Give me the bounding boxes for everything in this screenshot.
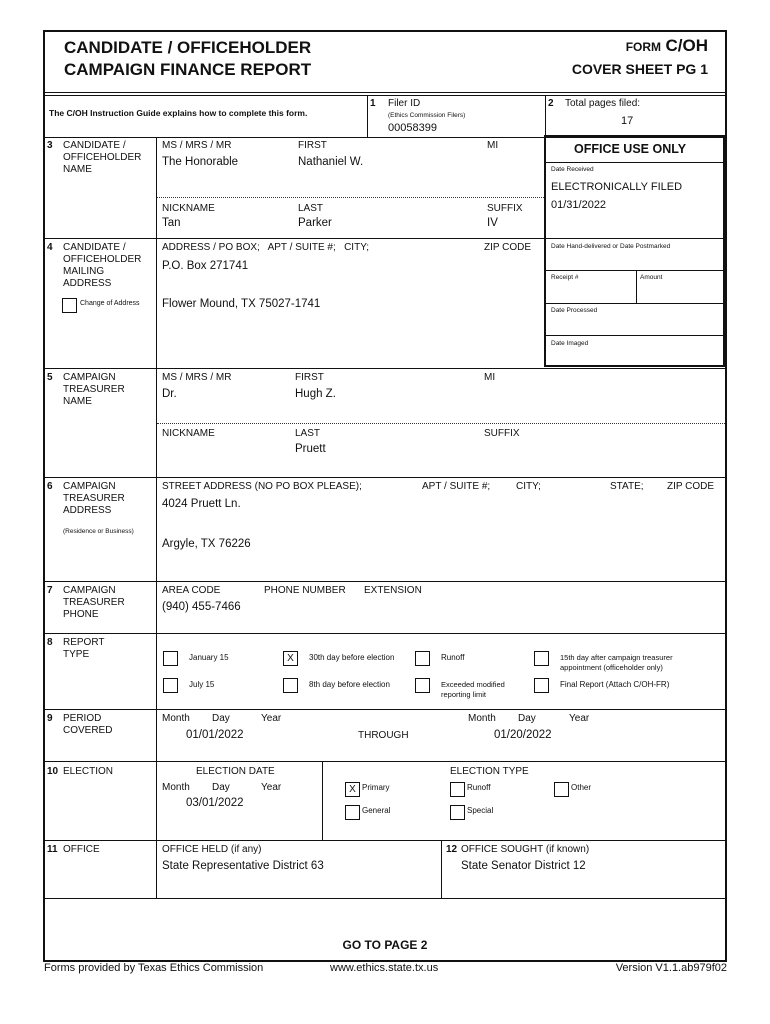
s10-day-label: Day [212, 782, 230, 793]
election-special-label: Special [467, 806, 494, 815]
border-top [43, 30, 727, 32]
row-line-761 [43, 761, 727, 762]
form-code: C/OH [665, 36, 708, 55]
row-line-238 [43, 238, 545, 239]
s10-month-label: Month [162, 782, 190, 793]
s4-zip-label: ZIP CODE [484, 242, 532, 253]
s9-month2-label: Month [468, 713, 496, 724]
date-received-label: Date Received [551, 166, 594, 173]
report-july15-label: July 15 [189, 680, 215, 689]
row-line-898 [43, 898, 727, 899]
s10-title: ELECTION [63, 766, 114, 777]
s6-zip-label: ZIP CODE [667, 481, 715, 492]
s5-first-label: FIRST [295, 372, 324, 383]
mailing-address-line2[interactable]: Flower Mound, TX 75027-1741 [162, 298, 321, 310]
form-prefix: FORM [625, 40, 662, 54]
s5-title: CAMPAIGN TREASURER NAME [63, 372, 125, 407]
treasurer-city-field[interactable]: Argyle, TX 76226 [162, 538, 251, 550]
s8-num: 8 [47, 637, 53, 648]
s6-city-label: CITY; [516, 481, 541, 492]
treasurer-last-field[interactable]: Pruett [295, 443, 326, 455]
filer-id-value[interactable]: 00058399 [388, 122, 437, 134]
s4-address-label: ADDRESS / PO BOX; APT / SUITE #; CITY; [162, 242, 369, 253]
s3-title: CANDIDATE / OFFICEHOLDER NAME [63, 140, 142, 175]
ou-line-4 [546, 303, 725, 304]
treasurer-phone-field[interactable]: (940) 455-7466 [162, 601, 241, 613]
candidate-first-field[interactable]: Nathaniel W. [298, 156, 364, 168]
report-final-checkbox[interactable] [534, 678, 549, 693]
header-rule-2 [43, 95, 727, 96]
pages-label: Total pages filed: [565, 98, 641, 109]
s9-through-label: THROUGH [358, 730, 409, 741]
filer-num: 1 [370, 98, 376, 109]
pages-num: 2 [548, 98, 554, 109]
election-general-checkbox[interactable] [345, 805, 360, 820]
label-col-divider [156, 137, 157, 899]
total-pages-value[interactable]: 17 [621, 115, 634, 127]
filer-label: Filer ID [388, 98, 421, 109]
report-exceeded-label: Exceeded modified reporting limit [441, 680, 505, 699]
s5-last-label: LAST [295, 428, 321, 439]
period-from-field[interactable]: 01/01/2022 [186, 729, 244, 741]
candidate-suffix-field[interactable]: IV [487, 217, 498, 229]
s5-suffix-label: SUFFIX [484, 428, 520, 439]
s9-month-label: Month [162, 713, 190, 724]
s10-num: 10 [47, 766, 59, 777]
amount-label: Amount [640, 274, 663, 281]
filer-sublabel: (Ethics Commission Filers) [388, 112, 466, 119]
s6-note: (Residence or Business) [63, 528, 134, 535]
report-8day-label: 8th day before election [309, 680, 390, 689]
cover-sheet-label: COVER SHEET PG 1 [571, 61, 708, 77]
s3-dotted [157, 197, 544, 198]
receipt-label: Receipt # [551, 274, 579, 281]
pages-divider [545, 95, 546, 137]
s9-num: 9 [47, 713, 53, 724]
s12-sought-label: OFFICE SOUGHT (if known) [461, 844, 590, 855]
s3-nickname-label: NICKNAME [162, 203, 215, 214]
election-other-label: Other [571, 783, 592, 792]
s6-title: CAMPAIGN TREASURER ADDRESS [63, 481, 125, 516]
title-line2: CAMPAIGN FINANCE REPORT [64, 60, 312, 79]
election-general-label: General [362, 806, 391, 815]
instruction-text: The C/OH Instruction Guide explains how to complete this form. [49, 108, 308, 118]
s7-title: CAMPAIGN TREASURER PHONE [63, 585, 125, 620]
form-label [626, 36, 708, 56]
treasurer-street-field[interactable]: 4024 Pruett Ln. [162, 498, 241, 510]
report-15day-checkbox[interactable] [534, 651, 549, 666]
report-runoff-label: Runoff [441, 653, 465, 662]
office-sought-field[interactable]: State Senator District 12 [461, 860, 586, 872]
row-line-581 [43, 581, 727, 582]
report-july15-checkbox[interactable] [163, 678, 178, 693]
border-left [43, 30, 45, 962]
footer-provided: Forms provided by Texas Ethics Commission [44, 962, 264, 974]
office-use-title: OFFICE USE ONLY [574, 142, 687, 156]
imaged-label: Date Imaged [551, 340, 589, 347]
treasurer-first-field[interactable]: Hugh Z. [295, 388, 336, 400]
ou-line-1 [546, 162, 725, 163]
s11-title: OFFICE [63, 844, 100, 855]
s7-ext-label: EXTENSION [364, 585, 422, 596]
period-to-field[interactable]: 01/20/2022 [494, 729, 552, 741]
s10-divider [322, 761, 323, 841]
s4-num: 4 [47, 242, 53, 253]
row-line-633 [43, 633, 727, 634]
s5-prefix-label: MS / MRS / MR [162, 372, 232, 383]
election-primary-label: Primary [362, 783, 390, 792]
row-line-368 [43, 368, 727, 369]
title-line1: CANDIDATE / OFFICEHOLDER [64, 38, 312, 57]
s6-state-label: STATE; [610, 481, 644, 492]
s9-year-label: Year [261, 713, 282, 724]
s5-mi-label: MI [484, 372, 496, 383]
header-rule-1 [43, 92, 727, 93]
report-8day-checkbox[interactable] [283, 678, 298, 693]
row-line-477 [43, 477, 727, 478]
report-runoff-checkbox[interactable] [415, 651, 430, 666]
s5-nickname-label: NICKNAME [162, 428, 215, 439]
hand-delivered-label: Date Hand-delivered or Date Postmarked [551, 243, 671, 250]
filing-date: 01/31/2022 [551, 199, 607, 211]
candidate-nickname-field[interactable]: Tan [162, 217, 181, 229]
s3-first-label: FIRST [298, 140, 327, 151]
s5-num: 5 [47, 372, 53, 383]
s10-date-label: ELECTION DATE [196, 766, 275, 777]
s9-title: PERIOD COVERED [63, 713, 113, 736]
change-of-address-checkbox[interactable] [62, 298, 77, 313]
report-30day-checkbox[interactable]: X [283, 651, 298, 666]
election-special-checkbox[interactable] [450, 805, 465, 820]
processed-label: Date Processed [551, 307, 598, 314]
ou-receipt-divider [636, 270, 637, 303]
filing-status: ELECTRONICALLY FILED [551, 181, 683, 193]
row-line-840 [43, 840, 727, 841]
go-to-page-2: GO TO PAGE 2 [342, 938, 428, 952]
s9-day-label: Day [212, 713, 230, 724]
s3-mi-label: MI [487, 140, 499, 151]
report-final-label: Final Report (Attach C/OH-FR) [560, 680, 670, 689]
s3-last-label: LAST [298, 203, 324, 214]
border-right [725, 30, 727, 962]
report-30day-label: 30th day before election [309, 653, 395, 662]
s11-num: 11 [47, 844, 58, 855]
candidate-prefix-field[interactable]: The Honorable [162, 156, 239, 168]
report-january15-label: January 15 [189, 653, 229, 662]
s4-title: CANDIDATE / OFFICEHOLDER MAILING ADDRESS [63, 242, 142, 289]
election-runoff-label: Runoff [467, 783, 491, 792]
election-date-field[interactable]: 03/01/2022 [186, 797, 244, 809]
election-other-checkbox[interactable] [554, 782, 569, 797]
ou-line-2 [546, 238, 725, 239]
s10-year-label: Year [261, 782, 282, 793]
office-held-field[interactable]: State Representative District 63 [162, 860, 324, 872]
s7-phone-label: PHONE NUMBER [264, 585, 346, 596]
row-line-709 [43, 709, 727, 710]
s3-prefix-label: MS / MRS / MR [162, 140, 232, 151]
footer-url: www.ethics.state.tx.us [330, 962, 439, 974]
s6-num: 6 [47, 481, 53, 492]
report-15day-label: 15th day after campaign treasurer appointment (officeholder only) [560, 653, 673, 672]
s6-street-label: STREET ADDRESS (NO PO BOX PLEASE); [162, 481, 362, 492]
treasurer-prefix-field[interactable]: Dr. [162, 388, 177, 400]
s7-area-label: AREA CODE [162, 585, 221, 596]
s6-apt-label: APT / SUITE #; [422, 481, 491, 492]
s12-num: 12 [446, 844, 458, 855]
report-january15-checkbox[interactable] [163, 651, 178, 666]
change-of-address-label: Change of Address [80, 300, 140, 307]
s8-title: REPORT TYPE [63, 637, 105, 660]
s11-divider [441, 840, 442, 898]
s3-num: 3 [47, 140, 53, 151]
election-primary-checkbox[interactable]: X [345, 782, 360, 797]
s10-type-label: ELECTION TYPE [450, 766, 529, 777]
s3-suffix-label: SUFFIX [487, 203, 523, 214]
report-exceeded-checkbox[interactable] [415, 678, 430, 693]
election-runoff-checkbox[interactable] [450, 782, 465, 797]
footer-version: Version V1.1.ab979f02 [615, 962, 727, 974]
s11-held-label: OFFICE HELD (if any) [162, 844, 262, 855]
ou-line-5 [546, 335, 725, 336]
mailing-address-line1[interactable]: P.O. Box 271741 [162, 260, 249, 272]
filer-divider [367, 95, 368, 137]
candidate-last-field[interactable]: Parker [298, 217, 332, 229]
s9-year2-label: Year [569, 713, 590, 724]
s9-day2-label: Day [518, 713, 536, 724]
s7-num: 7 [47, 585, 53, 596]
s5-dotted [157, 423, 725, 424]
